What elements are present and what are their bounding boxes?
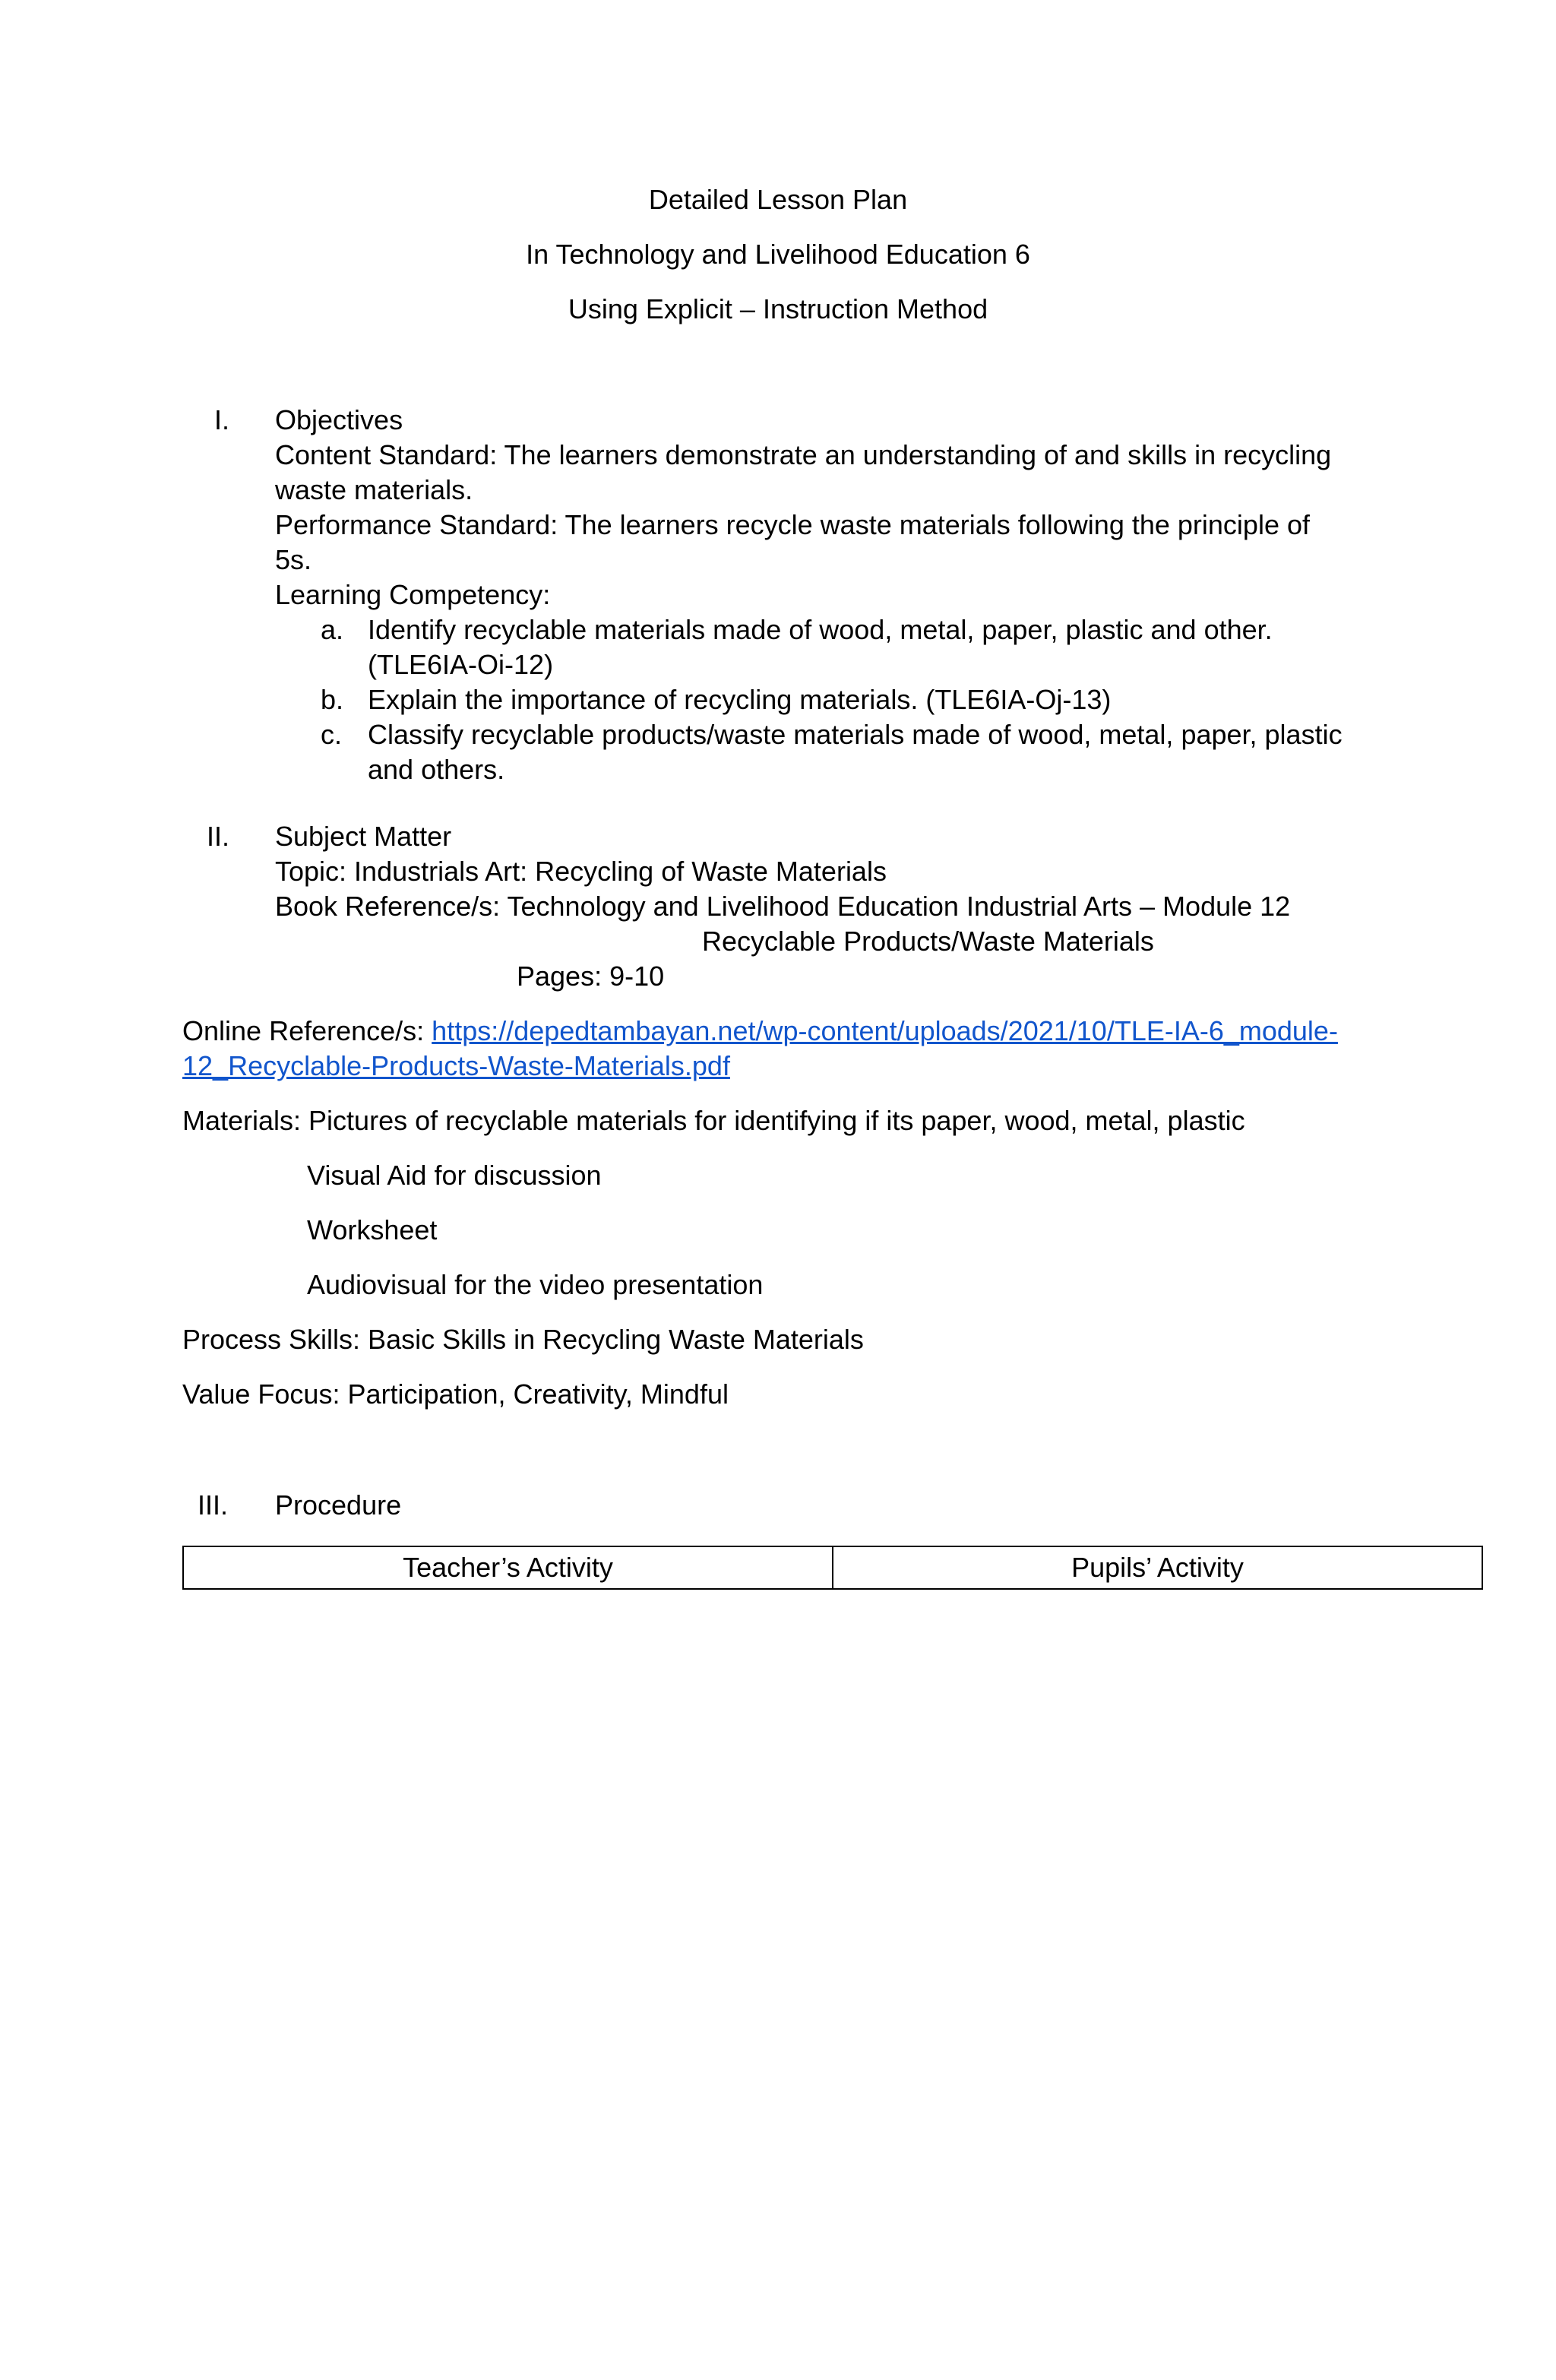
material-item-audiovisual: Audiovisual for the video presentation	[307, 1269, 764, 1300]
section-heading-objectives: Objectives	[275, 404, 403, 435]
material-item-worksheet: Worksheet	[307, 1214, 438, 1245]
procedure-table-header-row	[183, 1546, 1482, 1589]
competency-letter-b: b.	[321, 684, 344, 715]
section-numeral-subject-matter: II.	[207, 821, 230, 852]
pupils-activity-header: Pupils’ Activity	[833, 1546, 1482, 1589]
topic-line: Topic: Industrials Art: Recycling of Waste Materials	[275, 856, 887, 887]
competency-b-line-1: Explain the importance of recycling materials. (TLE6IA-Oj-13)	[368, 684, 1112, 715]
online-reference-line-1	[182, 1014, 1338, 1049]
content-standard-line-2: waste materials.	[275, 474, 473, 505]
learning-competency-heading: Learning Competency:	[275, 579, 551, 610]
section-heading-subject-matter: Subject Matter	[275, 821, 452, 852]
teacher-activity-header: Teacher’s Activity	[183, 1546, 833, 1589]
section-numeral-procedure: III.	[198, 1489, 229, 1521]
book-reference-line-1: Book Reference/s: Technology and Livelihood Education Industrial Arts – Module 12	[275, 891, 1291, 922]
performance-standard-line-2: 5s.	[275, 544, 312, 575]
competency-letter-c: c.	[321, 719, 343, 750]
procedure-table	[182, 1546, 1483, 1590]
competency-letter-a: a.	[321, 614, 344, 645]
value-focus-line: Value Focus: Participation, Creativity, Mindful	[182, 1378, 729, 1410]
process-skills-line: Process Skills: Basic Skills in Recycling Waste Materials	[182, 1324, 864, 1355]
online-reference-link[interactable]: https://depedtambayan.net/wp-content/uploads/2021/10/TLE-IA-6_module-	[432, 1015, 1338, 1046]
performance-standard-line-1: Performance Standard: The learners recycle waste materials following the principle of	[275, 509, 1310, 540]
section-heading-procedure: Procedure	[275, 1489, 402, 1521]
title-line-1: Detailed Lesson Plan	[648, 184, 908, 215]
title-line-2: In Technology and Livelihood Education 6	[526, 239, 1030, 270]
competency-a-line-1: Identify recyclable materials made of wood, metal, paper, plastic and other.	[368, 614, 1273, 645]
section-numeral-objectives: I.	[214, 404, 230, 435]
materials-line: Materials: Pictures of recyclable materials for identifying if its paper, wood, metal, plastic	[182, 1105, 1245, 1136]
pages-line: Pages: 9-10	[517, 961, 665, 992]
book-reference-line-2: Recyclable Products/Waste Materials	[702, 926, 1154, 957]
competency-c-line-2: and others.	[368, 754, 505, 785]
content-standard-line-1: Content Standard: The learners demonstrate an understanding of and skills in recycling	[275, 439, 1332, 470]
competency-c-line-1: Classify recyclable products/waste materials made of wood, metal, paper, plastic	[368, 719, 1343, 750]
online-reference-link-continued[interactable]: 12_Recyclable-Products-Waste-Materials.pdf	[182, 1050, 730, 1081]
online-reference-label: Online Reference/s:	[182, 1015, 432, 1046]
material-item-visual-aid: Visual Aid for discussion	[307, 1160, 602, 1191]
competency-a-line-2: (TLE6IA-Oi-12)	[368, 649, 554, 680]
title-line-3: Using Explicit – Instruction Method	[568, 293, 988, 324]
